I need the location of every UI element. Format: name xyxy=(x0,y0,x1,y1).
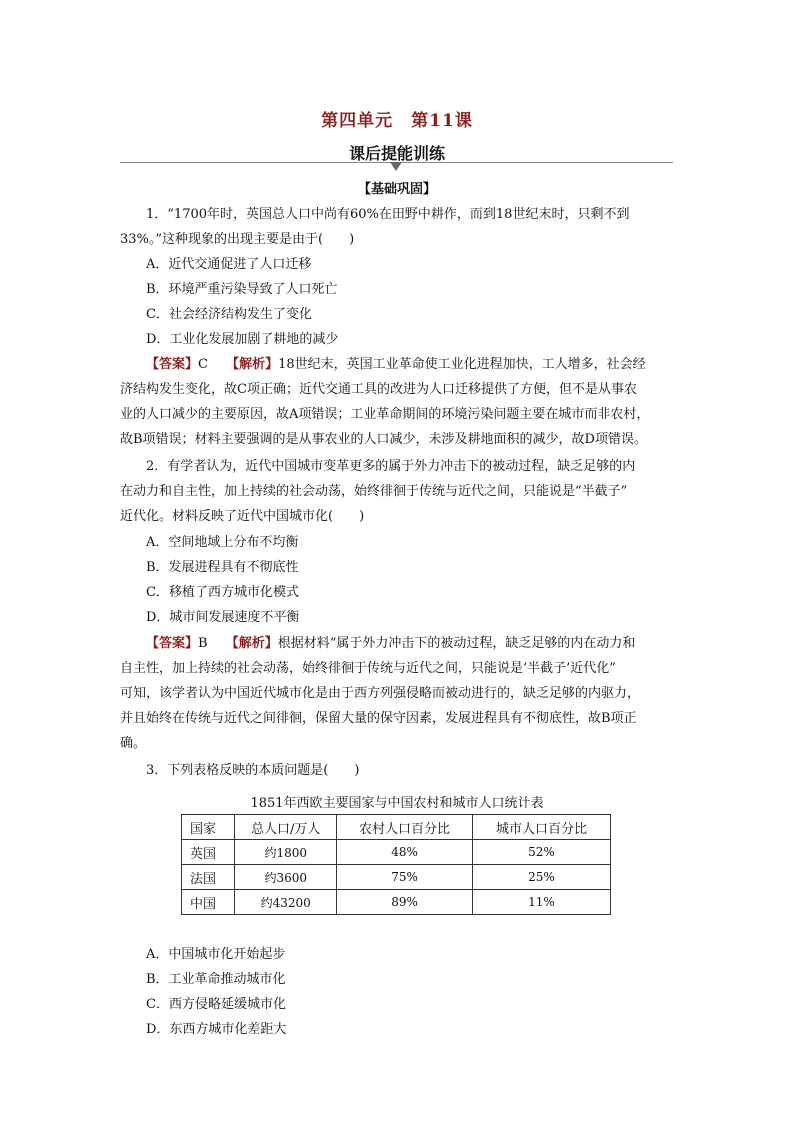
cell-rural: 48% xyxy=(337,840,473,865)
q2-stem-line1: 2．有学者认为，近代中国城市变革更多的属于外力冲击下的被动过程，缺乏足够的内 xyxy=(146,459,636,474)
q2-analysis-line5: 确。 xyxy=(120,736,147,751)
cell-total: 约3600 xyxy=(235,865,337,890)
analysis-text: 18世纪末，英国工业革命使工业化进程加快，工人增多，社会经 xyxy=(278,357,646,372)
q1-option-a: A．近代交通促进了人口迁移 xyxy=(146,257,312,272)
header-total: 总人口/万人 xyxy=(235,815,337,840)
cell-total: 约43200 xyxy=(235,890,337,915)
q1-stem-line2: 33%。”这种现象的出现主要是由于( ) xyxy=(120,232,355,247)
answer-label: 【答案】 xyxy=(146,636,199,651)
table-row xyxy=(182,865,611,890)
population-table xyxy=(181,814,611,915)
lesson-number: 第11课 xyxy=(411,111,473,131)
q2-option-d: D．城市间发展速度不平衡 xyxy=(146,610,300,625)
q2-analysis-line4: 并且始终在传统与近代之间徘徊，保留大量的保守因素，发展进程具有不彻底性，故B项正 xyxy=(120,711,637,726)
analysis-label: 【解析】 xyxy=(226,357,279,372)
q1-answer-line xyxy=(146,357,646,373)
cell-total: 约1800 xyxy=(235,840,337,865)
q3-stem: 3．下列表格反映的本质问题是( ) xyxy=(146,763,360,778)
section-heading: 【基础巩固】 xyxy=(357,182,436,197)
answer-label: 【答案】 xyxy=(146,357,199,372)
cell-urban: 25% xyxy=(473,865,611,890)
table-header-row xyxy=(182,815,611,840)
q2-option-a: A．空间地域上分布不均衡 xyxy=(146,535,299,550)
q2-option-b: B．发展进程具有不彻底性 xyxy=(146,560,299,575)
cell-urban: 11% xyxy=(473,890,611,915)
header-country: 国家 xyxy=(182,815,235,840)
q3-option-a: A．中国城市化开始起步 xyxy=(146,947,286,962)
triangle-marker-icon xyxy=(390,162,402,171)
page-subtitle: 课后提能训练 xyxy=(348,144,445,163)
q3-option-b: B．工业革命推动城市化 xyxy=(146,972,286,987)
q3-option-c: C．西方侵略延缓城市化 xyxy=(146,997,286,1012)
q2-analysis-line2: 自主性，加上持续的社会动荡，始终徘徊于传统与近代之间，只能说是‘半截子’近代化” xyxy=(120,661,616,676)
cell-rural: 75% xyxy=(337,865,473,890)
q2-stem-line2: 在动力和自主性，加上持续的社会动荡，始终徘徊于传统与近代之间，只能说是“半截子” xyxy=(120,484,628,499)
q1-analysis-line4: 故B项错误；材料主要强调的是从事农业的人口减少，未涉及耕地面积的减少，故D项错误。 xyxy=(120,432,647,447)
cell-urban: 52% xyxy=(473,840,611,865)
q1-stem-line1: 1．“1700年时，英国总人口中尚有60%在田野中耕作，而到18世纪末时，只剩不到 xyxy=(146,207,630,222)
q1-option-b: B．环境严重污染导致了人口死亡 xyxy=(146,282,338,297)
cell-country: 法国 xyxy=(182,865,235,890)
table-caption: 1851年西欧主要国家与中国农村和城市人口统计表 xyxy=(250,796,544,811)
cell-rural: 89% xyxy=(337,890,473,915)
unit-title: 第四单元 xyxy=(321,111,394,131)
cell-country: 英国 xyxy=(182,840,235,865)
table-row xyxy=(182,840,611,865)
q2-answer-line xyxy=(146,636,635,652)
table-row xyxy=(182,890,611,915)
q3-option-d: D．东西方城市化差距大 xyxy=(146,1022,287,1037)
q1-analysis-line3: 业的人口减少的主要原因，故A项错误；工业革命期间的环境污染问题主要在城市而非农村， xyxy=(120,407,650,422)
analysis-label: 【解析】 xyxy=(225,636,278,651)
answer-value: C xyxy=(198,357,208,372)
q2-option-c: C．移植了西方城市化模式 xyxy=(146,585,299,600)
q1-option-d: D．工业化发展加剧了耕地的减少 xyxy=(146,332,339,347)
q2-analysis-line3: 可知，该学者认为中国近代城市化是由于西方列强侵略而被动进行的，缺乏足够的内驱力， xyxy=(120,686,641,701)
header-urban: 城市人口百分比 xyxy=(473,815,611,840)
answer-value: B xyxy=(198,636,208,651)
q1-option-c: C．社会经济结构发生了变化 xyxy=(146,307,312,322)
analysis-text: 根据材料“属于外力冲击下的被动过程，缺乏足够的内在动力和 xyxy=(277,636,636,651)
q2-stem-line3: 近代化。材料反映了近代中国城市化( ) xyxy=(120,509,365,524)
header-rural: 农村人口百分比 xyxy=(337,815,473,840)
cell-country: 中国 xyxy=(182,890,235,915)
q1-analysis-line2: 济结构发生变化，故C项正确；近代交通工具的改进为人口迁移提供了方便，但不是从事农 xyxy=(120,382,637,397)
lesson-title xyxy=(0,106,794,131)
